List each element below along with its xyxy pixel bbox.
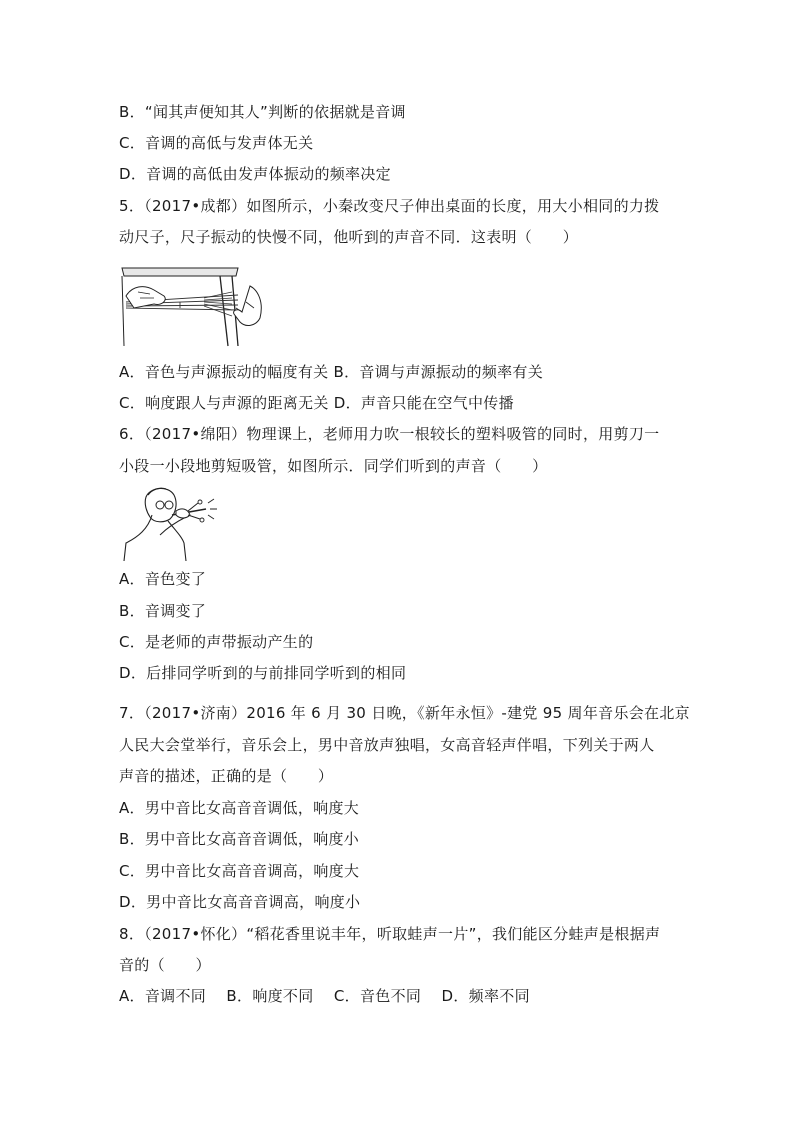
q6-stem-line1: 6．（2017•绵阳）物理课上，老师用力吹一根较长的塑料吸管的同时，用剪刀一 [119, 425, 660, 443]
q8-options: A．音调不同 B．响度不同 C．音色不同 D．频率不同 [119, 987, 530, 1005]
q7-option-d: D．男中音比女高音音调高，响度小 [119, 893, 361, 911]
q5-options-ab: A．音色与声源振动的幅度有关 B．音调与声源振动的频率有关 [119, 363, 544, 381]
q7-stem-line1: 7．（2017•济南）2016 年 6 月 30 日晚，《新年永恒》-建党 95 周年音乐会在北京 [119, 704, 690, 722]
q8-stem-line2: 音的（ ） [119, 956, 211, 974]
q7-stem-line2: 人民大会堂举行，音乐会上，男中音放声独唱，女高音轻声伴唱，下列关于两人 [119, 736, 655, 754]
q7-option-b: B．男中音比女高音音调低，响度小 [119, 830, 360, 848]
q6-option-c: C．是老师的声带振动产生的 [119, 633, 314, 651]
q4-option-d: D．音调的高低由发声体振动的频率决定 [119, 165, 391, 183]
q4-option-c: C．音调的高低与发声体无关 [119, 134, 314, 152]
ruler-on-table-figure [120, 262, 272, 348]
q7-option-c: C．男中音比女高音音调高，响度大 [119, 862, 360, 880]
q6-option-b: B．音调变了 [119, 602, 207, 620]
q6-option-a: A．音色变了 [119, 570, 207, 588]
q5-options-cd: C．响度跟人与声源的距离无关 D．声音只能在空气中传播 [119, 394, 514, 412]
q7-option-a: A．男中音比女高音音调低，响度大 [119, 799, 360, 817]
q8-stem-line1: 8．（2017•怀化）“稻花香里说丰年，听取蛙声一片”，我们能区分蛙声是根据声 [119, 925, 661, 943]
teacher-blowing-straw-figure [120, 485, 220, 561]
q4-option-b: B．“闻其声便知其人”判断的依据就是音调 [119, 103, 406, 121]
q6-option-d: D．后排同学听到的与前排同学听到的相同 [119, 664, 407, 682]
q5-stem-line1: 5．（2017•成都）如图所示，小秦改变尺子伸出桌面的长度，用大小相同的力拨 [119, 197, 660, 215]
q5-stem-line2: 动尺子，尺子振动的快慢不同，他听到的声音不同．这表明（ ） [119, 228, 579, 246]
q7-stem-line3: 声音的描述，正确的是（ ） [119, 767, 334, 785]
q6-stem-line2: 小段一小段地剪短吸管，如图所示．同学们听到的声音（ ） [119, 457, 548, 475]
